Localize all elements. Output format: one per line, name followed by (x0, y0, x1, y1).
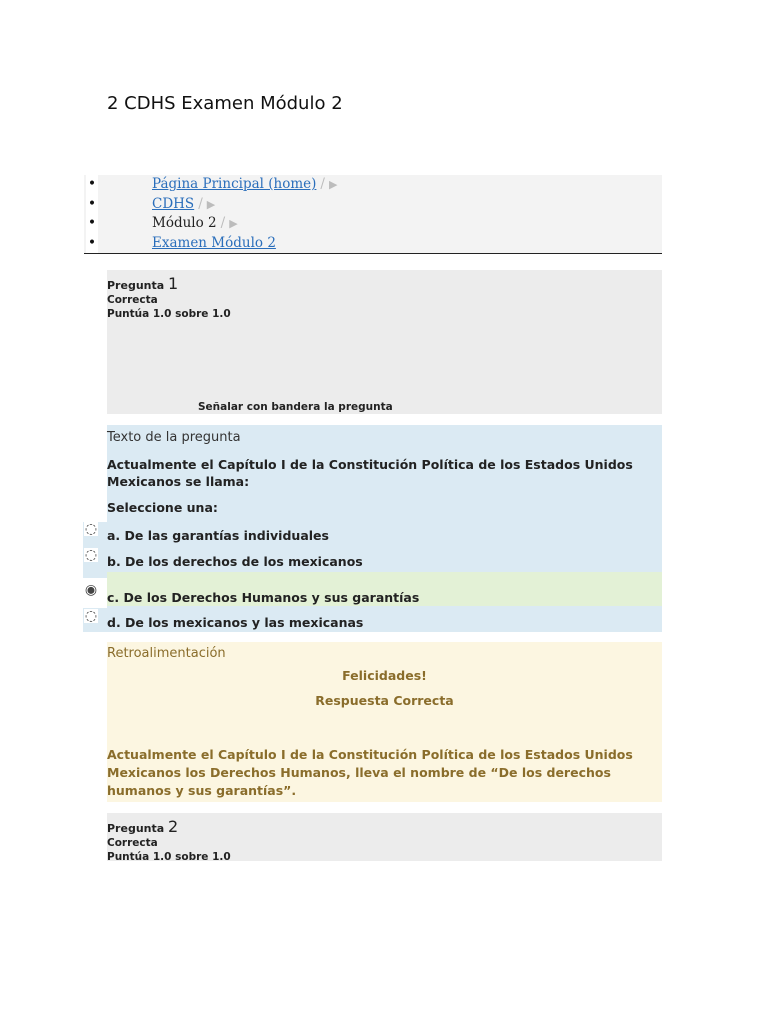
breadcrumb-link-examen[interactable]: Examen Módulo 2 (152, 234, 276, 251)
bullet-icon: • (86, 214, 98, 234)
select-one-label: Seleccione una: (107, 500, 218, 515)
answer-option-a[interactable] (107, 528, 662, 548)
question-text: Actualmente el Capítulo I de la Constitución Política de los Estados Unidos Mexicanos se llama: (107, 457, 633, 489)
breadcrumb-item-examen (84, 234, 662, 254)
question-number-value: 1 (168, 274, 179, 293)
answer-option-b[interactable] (107, 554, 662, 572)
question-info-2 (107, 813, 662, 861)
breadcrumb-item-cdhs (84, 195, 662, 215)
feedback-box (107, 642, 662, 802)
question-number (107, 813, 662, 836)
answer-label-c: c. De los Derechos Humanos y sus garantías (107, 590, 420, 605)
breadcrumb-link-home[interactable]: Página Principal (home) (152, 176, 317, 192)
question-number-value: 2 (168, 817, 179, 836)
answer-label-a: a. De las garantías individuales (107, 528, 329, 543)
question-score: Puntúa 1.0 sobre 1.0 (107, 308, 231, 320)
feedback-label: Retroalimentación (107, 646, 226, 661)
question-number (107, 270, 662, 293)
answer-label-b: b. De los derechos de los mexicanos (107, 554, 363, 569)
bullet-icon: • (86, 234, 98, 254)
feedback-title: Felicidades! (342, 668, 427, 683)
radio-icon-a[interactable]: ◌ (84, 521, 98, 537)
question-text-label: Texto de la pregunta (107, 430, 241, 445)
question-info-1 (107, 270, 662, 414)
breadcrumb-separator: / (198, 195, 203, 212)
feedback-subtitle: Respuesta Correcta (315, 693, 454, 708)
breadcrumb-arrow-icon: ▶ (206, 197, 216, 211)
flag-question-link[interactable]: Señalar con bandera la pregunta (198, 401, 393, 413)
feedback-text: Actualmente el Capítulo I de la Constitución Política de los Estados Unidos Mexicanos los Derechos Humanos, lleva el nombre de “De los derechos humanos y sus garantías”. (107, 747, 633, 798)
breadcrumb-text-modulo: Módulo 2 (152, 215, 217, 231)
radio-icon-d[interactable]: ◌ (84, 608, 98, 624)
bullet-icon: • (86, 175, 98, 195)
breadcrumb-link-cdhs[interactable]: CDHS (152, 195, 195, 212)
breadcrumb-separator: / (320, 176, 325, 192)
question-status: Correcta (107, 294, 158, 306)
answer-option-d[interactable] (107, 615, 662, 632)
breadcrumb-item-home (84, 175, 662, 195)
breadcrumb-item-modulo (84, 214, 662, 234)
answer-option-c[interactable] (107, 572, 662, 606)
question-prefix: Pregunta (107, 279, 165, 292)
breadcrumb (84, 175, 662, 254)
breadcrumb-separator: / (220, 215, 226, 231)
breadcrumb-arrow-icon: ▶ (229, 217, 238, 230)
answer-label-d: d. De los mexicanos y las mexicanas (107, 615, 364, 630)
question-status: Correcta (107, 837, 158, 849)
breadcrumb-arrow-icon: ▶ (328, 178, 338, 191)
page-title: 2 CDHS Examen Módulo 2 (107, 93, 343, 114)
radio-icon-b[interactable]: ◌ (84, 547, 98, 563)
radio-selected-icon-c[interactable]: ◉ (84, 582, 98, 598)
question-score: Puntúa 1.0 sobre 1.0 (107, 851, 231, 863)
question-prefix: Pregunta (107, 822, 165, 835)
bullet-icon: • (86, 195, 98, 215)
